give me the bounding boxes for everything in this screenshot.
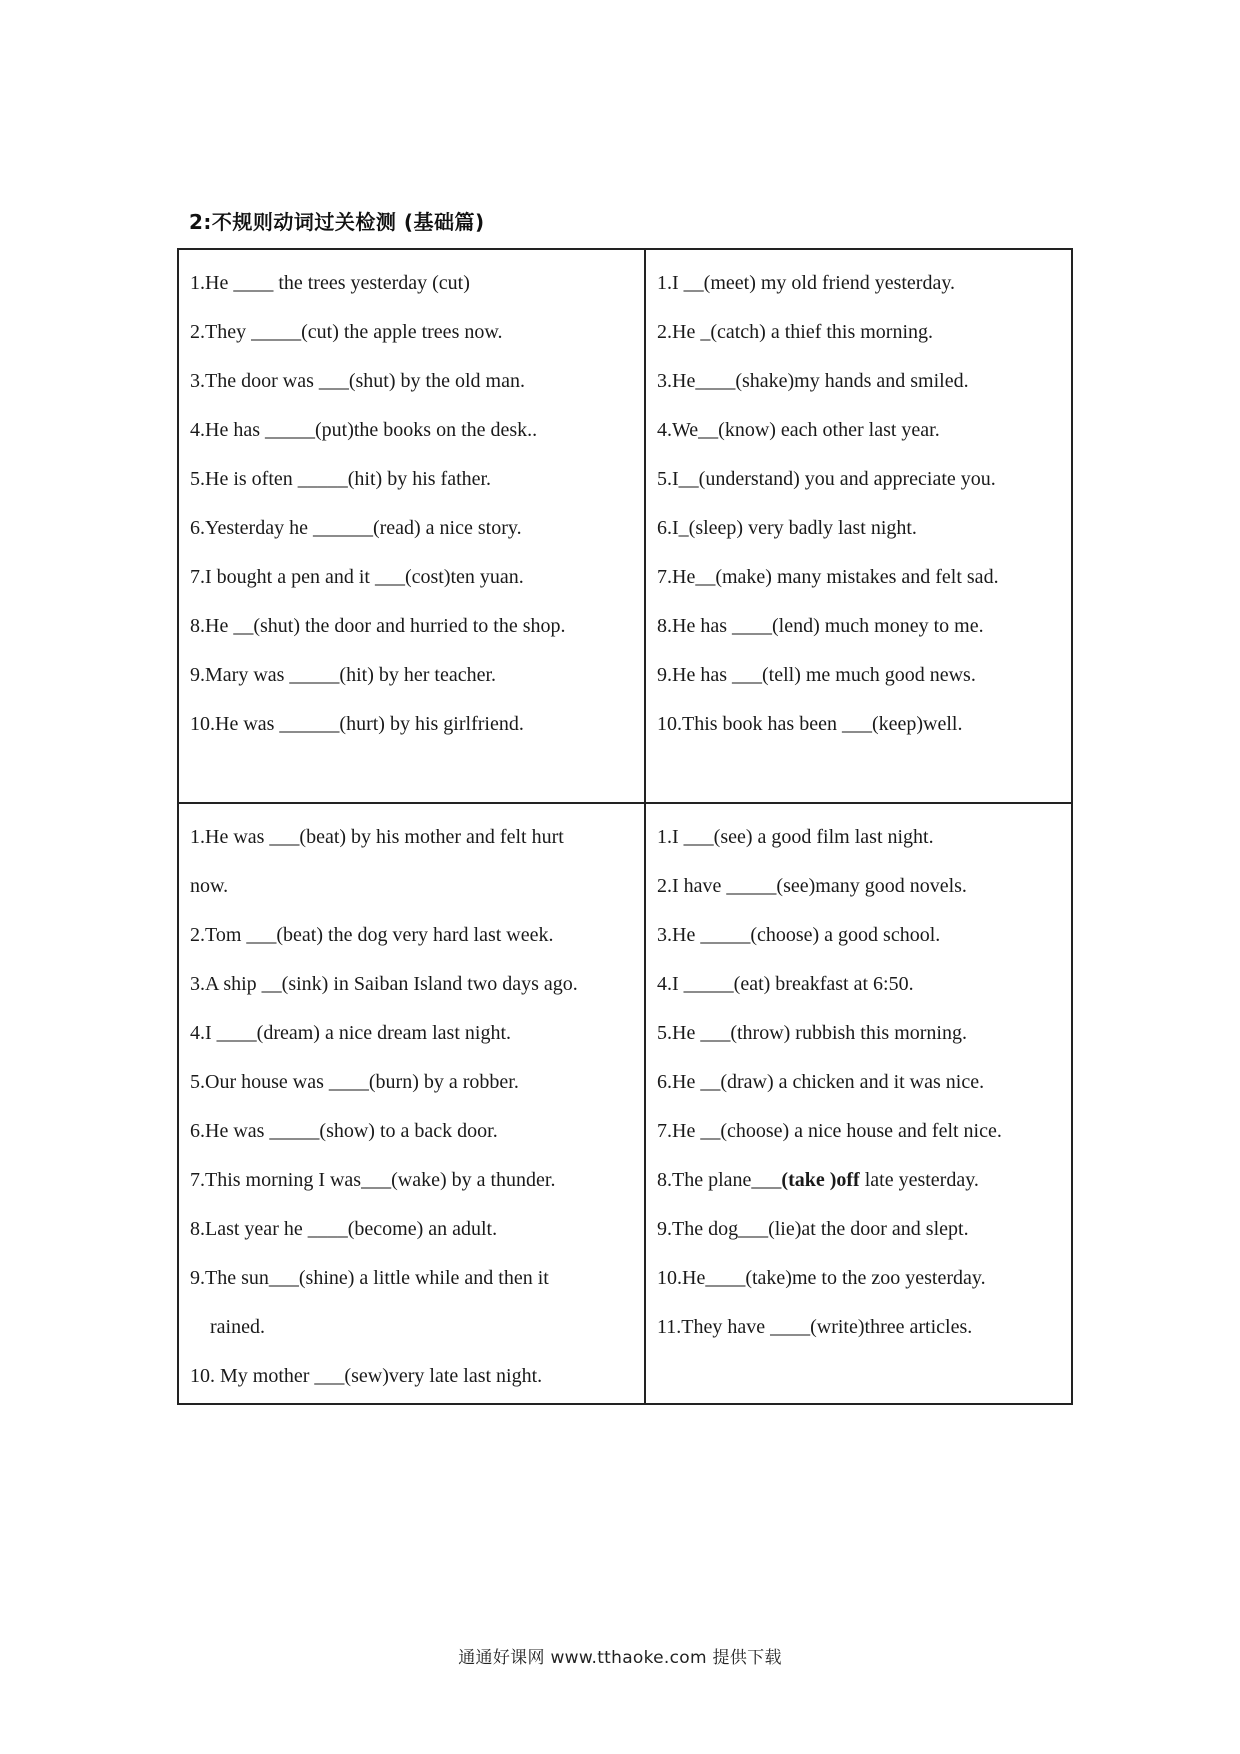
exercise-item: 9.The dog___(lie)at the door and slept. xyxy=(657,1218,969,1240)
exercise-item: 4.I ____(dream) a nice dream last night. xyxy=(190,1022,511,1044)
exercise-item: 6.He __(draw) a chicken and it was nice. xyxy=(657,1071,985,1093)
exercise-item: 3.A ship __(sink) in Saiban Island two days ago. xyxy=(190,973,578,995)
exercise-text: late yesterday. xyxy=(859,1169,979,1191)
exercise-item: 11.They have ____(write)three articles. xyxy=(657,1316,973,1338)
section-bottom-left xyxy=(178,803,645,1404)
exercise-item: 2.I have _____(see)many good novels. xyxy=(657,875,967,897)
exercise-item: 7.He __(choose) a nice house and felt nice. xyxy=(657,1120,1002,1142)
exercise-item: 7.I bought a pen and it ___(cost)ten yuan. xyxy=(190,566,524,588)
exercise-item: 8.He __(shut) the door and hurried to the shop. xyxy=(190,615,566,637)
exercise-item: 9.The sun___(shine) a little while and then it xyxy=(190,1267,549,1289)
exercise-item: 2.Tom ___(beat) the dog very hard last week. xyxy=(190,924,554,946)
exercise-text: rained. xyxy=(210,1316,265,1338)
exercise-item: 3.The door was ___(shut) by the old man. xyxy=(190,370,525,392)
exercise-item: 5.He is often _____(hit) by his father. xyxy=(190,468,492,490)
exercise-item: 10. My mother ___(sew)very late last night. xyxy=(190,1365,543,1387)
footer-credit: 通通好课网 www.tthaoke.com 提供下载 xyxy=(458,1648,782,1668)
exercise-item: 7.He__(make) many mistakes and felt sad. xyxy=(657,566,999,588)
exercise-item: 10.This book has been ___(keep)well. xyxy=(657,713,963,735)
exercise-item: 5.Our house was ____(burn) by a robber. xyxy=(190,1071,519,1093)
exercise-text: 1.He was ___(beat) by his mother and felt hurt xyxy=(190,826,564,848)
exercise-item: 4.We__(know) each other last year. xyxy=(657,419,940,441)
exercise-item: 3.He____(shake)my hands and smiled. xyxy=(657,370,969,392)
exercise-item: 4.He has _____(put)the books on the desk.. xyxy=(190,419,538,441)
exercise-item: 1.He ____ the trees yesterday (cut) xyxy=(190,272,470,294)
section-top-left xyxy=(178,249,645,803)
exercise-item: 2.He _(catch) a thief this morning. xyxy=(657,321,934,343)
exercise-item: 10.He was ______(hurt) by his girlfriend. xyxy=(190,713,524,735)
exercise-item: 6.Yesterday he ______(read) a nice story. xyxy=(190,517,522,539)
exercise-item: 10.He____(take)me to the zoo yesterday. xyxy=(657,1267,986,1289)
exercise-item: 2.They _____(cut) the apple trees now. xyxy=(190,321,503,343)
exercise-text-bold: (take )off xyxy=(781,1169,860,1191)
exercise-item: 3.He _____(choose) a good school. xyxy=(657,924,941,946)
section-top-right xyxy=(645,249,1072,803)
exercise-item: 6.He was _____(show) to a back door. xyxy=(190,1120,498,1142)
section-bottom-right xyxy=(645,803,1072,1404)
exercise-item: 6.I_(sleep) very badly last night. xyxy=(657,517,917,539)
exercise-item: 5.I__(understand) you and appreciate you. xyxy=(657,468,996,490)
exercise-item xyxy=(657,1156,1061,1205)
exercise-item: 9.Mary was _____(hit) by her teacher. xyxy=(190,664,497,686)
exercise-item-continuation: now. xyxy=(190,875,229,897)
exercise-item: 1.I __(meet) my old friend yesterday. xyxy=(657,272,956,294)
exercise-item xyxy=(190,813,634,862)
exercise-table xyxy=(177,248,1073,1405)
exercise-text: 8.The plane___ xyxy=(657,1169,782,1191)
exercise-item: 4.I _____(eat) breakfast at 6:50. xyxy=(657,973,914,995)
page-title: 2:不规则动词过关检测 (基础篇) xyxy=(189,210,485,234)
exercise-item: 9.He has ___(tell) me much good news. xyxy=(657,664,976,686)
exercise-item: 8.He has ____(lend) much money to me. xyxy=(657,615,984,637)
exercise-item: 1.I ___(see) a good film last night. xyxy=(657,826,934,848)
exercise-item: 5.He ___(throw) rubbish this morning. xyxy=(657,1022,967,1044)
exercise-item: 7.This morning I was___(wake) by a thunder. xyxy=(190,1169,556,1191)
exercise-item-continuation xyxy=(190,1303,634,1352)
exercise-item: 8.Last year he ____(become) an adult. xyxy=(190,1218,498,1240)
